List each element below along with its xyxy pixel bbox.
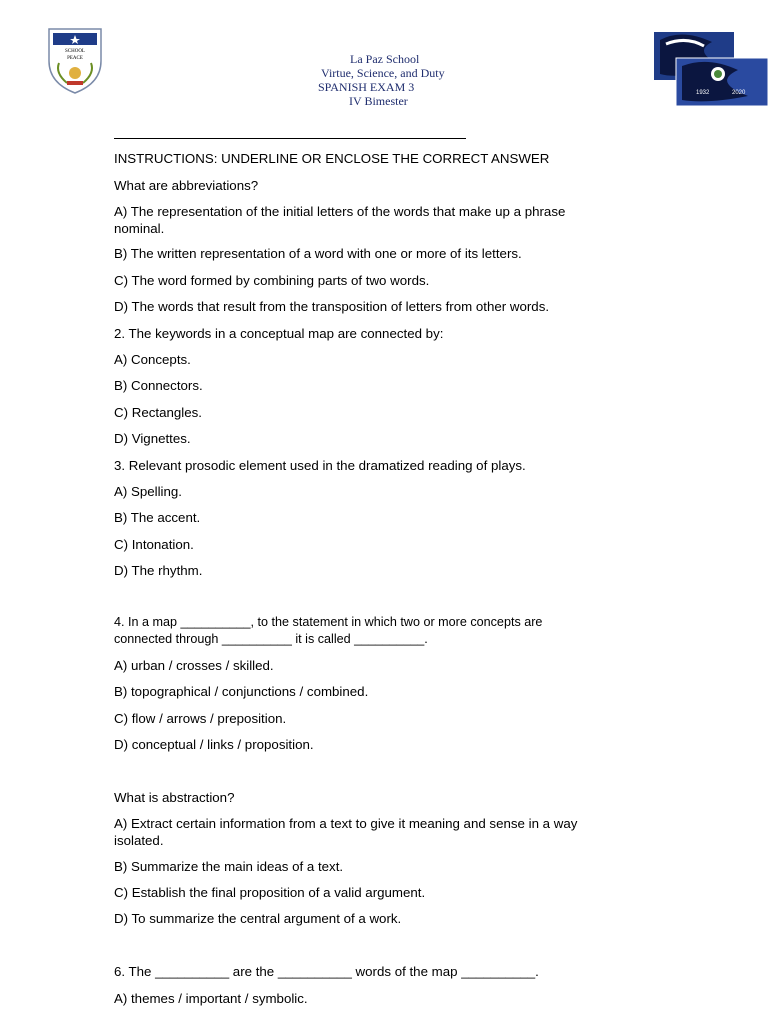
svg-text:2020: 2020 [732,90,746,96]
answer-option: A) Concepts. [114,352,191,367]
exam-title: SPANISH EXAM 3 [318,80,415,94]
answer-option: D) conceptual / links / proposition. [114,737,314,752]
question-prompt: 6. The __________ are the __________ words of the map __________. [114,964,539,979]
question-prompt: What are abbreviations? [114,178,259,193]
answer-option: D) The rhythm. [114,563,203,578]
answer-option: C) flow / arrows / preposition. [114,711,287,726]
school-crest-logo [45,25,105,95]
answer-option: A) Extract certain information from a text to give it meaning and sense in a way isolated. [114,816,578,848]
question-prompt: 4. In a map __________, to the statement in which two or more concepts are connected through __________ it is called __________. [114,615,543,646]
school-motto: Virtue, Science, and Duty [321,66,445,80]
school-name: La Paz School [350,52,420,66]
instructions: INSTRUCTIONS: UNDERLINE OR ENCLOSE THE CORRECT ANSWER [114,151,550,166]
question-prompt: 3. Relevant prosodic element used in the dramatized reading of plays. [114,458,526,473]
answer-option: C) Rectangles. [114,405,202,420]
svg-text:SCHOOL: SCHOOL [64,49,86,54]
answer-option: C) The word formed by combining parts of two words. [114,273,430,288]
answer-option: C) Intonation. [114,537,194,552]
exam-period: IV Bimester [349,94,408,108]
document-header [300,52,470,108]
answer-option: A) The representation of the initial letters of the words that make up a phrase nominal. [114,204,566,236]
answer-option: A) urban / crosses / skilled. [114,658,274,673]
svg-text:1932: 1932 [696,90,710,96]
question-prompt: What is abstraction? [114,790,235,805]
answer-option: A) Spelling. [114,484,182,499]
anniversary-logo [652,30,768,110]
answer-option: D) The words that result from the transposition of letters from other words. [114,299,550,314]
answer-option: D) Vignettes. [114,431,191,446]
answer-option: B) topographical / conjunctions / combined. [114,684,369,699]
answer-option: D) To summarize the central argument of a work. [114,911,402,926]
name-blank-line [114,138,466,139]
answer-option: B) The accent. [114,510,201,525]
answer-option: B) Connectors. [114,378,203,393]
answer-option: A) themes / important / symbolic. [114,991,308,1006]
question-prompt: 2. The keywords in a conceptual map are connected by: [114,326,444,341]
answer-option: B) Summarize the main ideas of a text. [114,859,344,874]
answer-option: C) Establish the final proposition of a valid argument. [114,885,426,900]
answer-option: B) The written representation of a word with one or more of its letters. [114,246,522,261]
svg-text:PEACE: PEACE [67,56,83,61]
